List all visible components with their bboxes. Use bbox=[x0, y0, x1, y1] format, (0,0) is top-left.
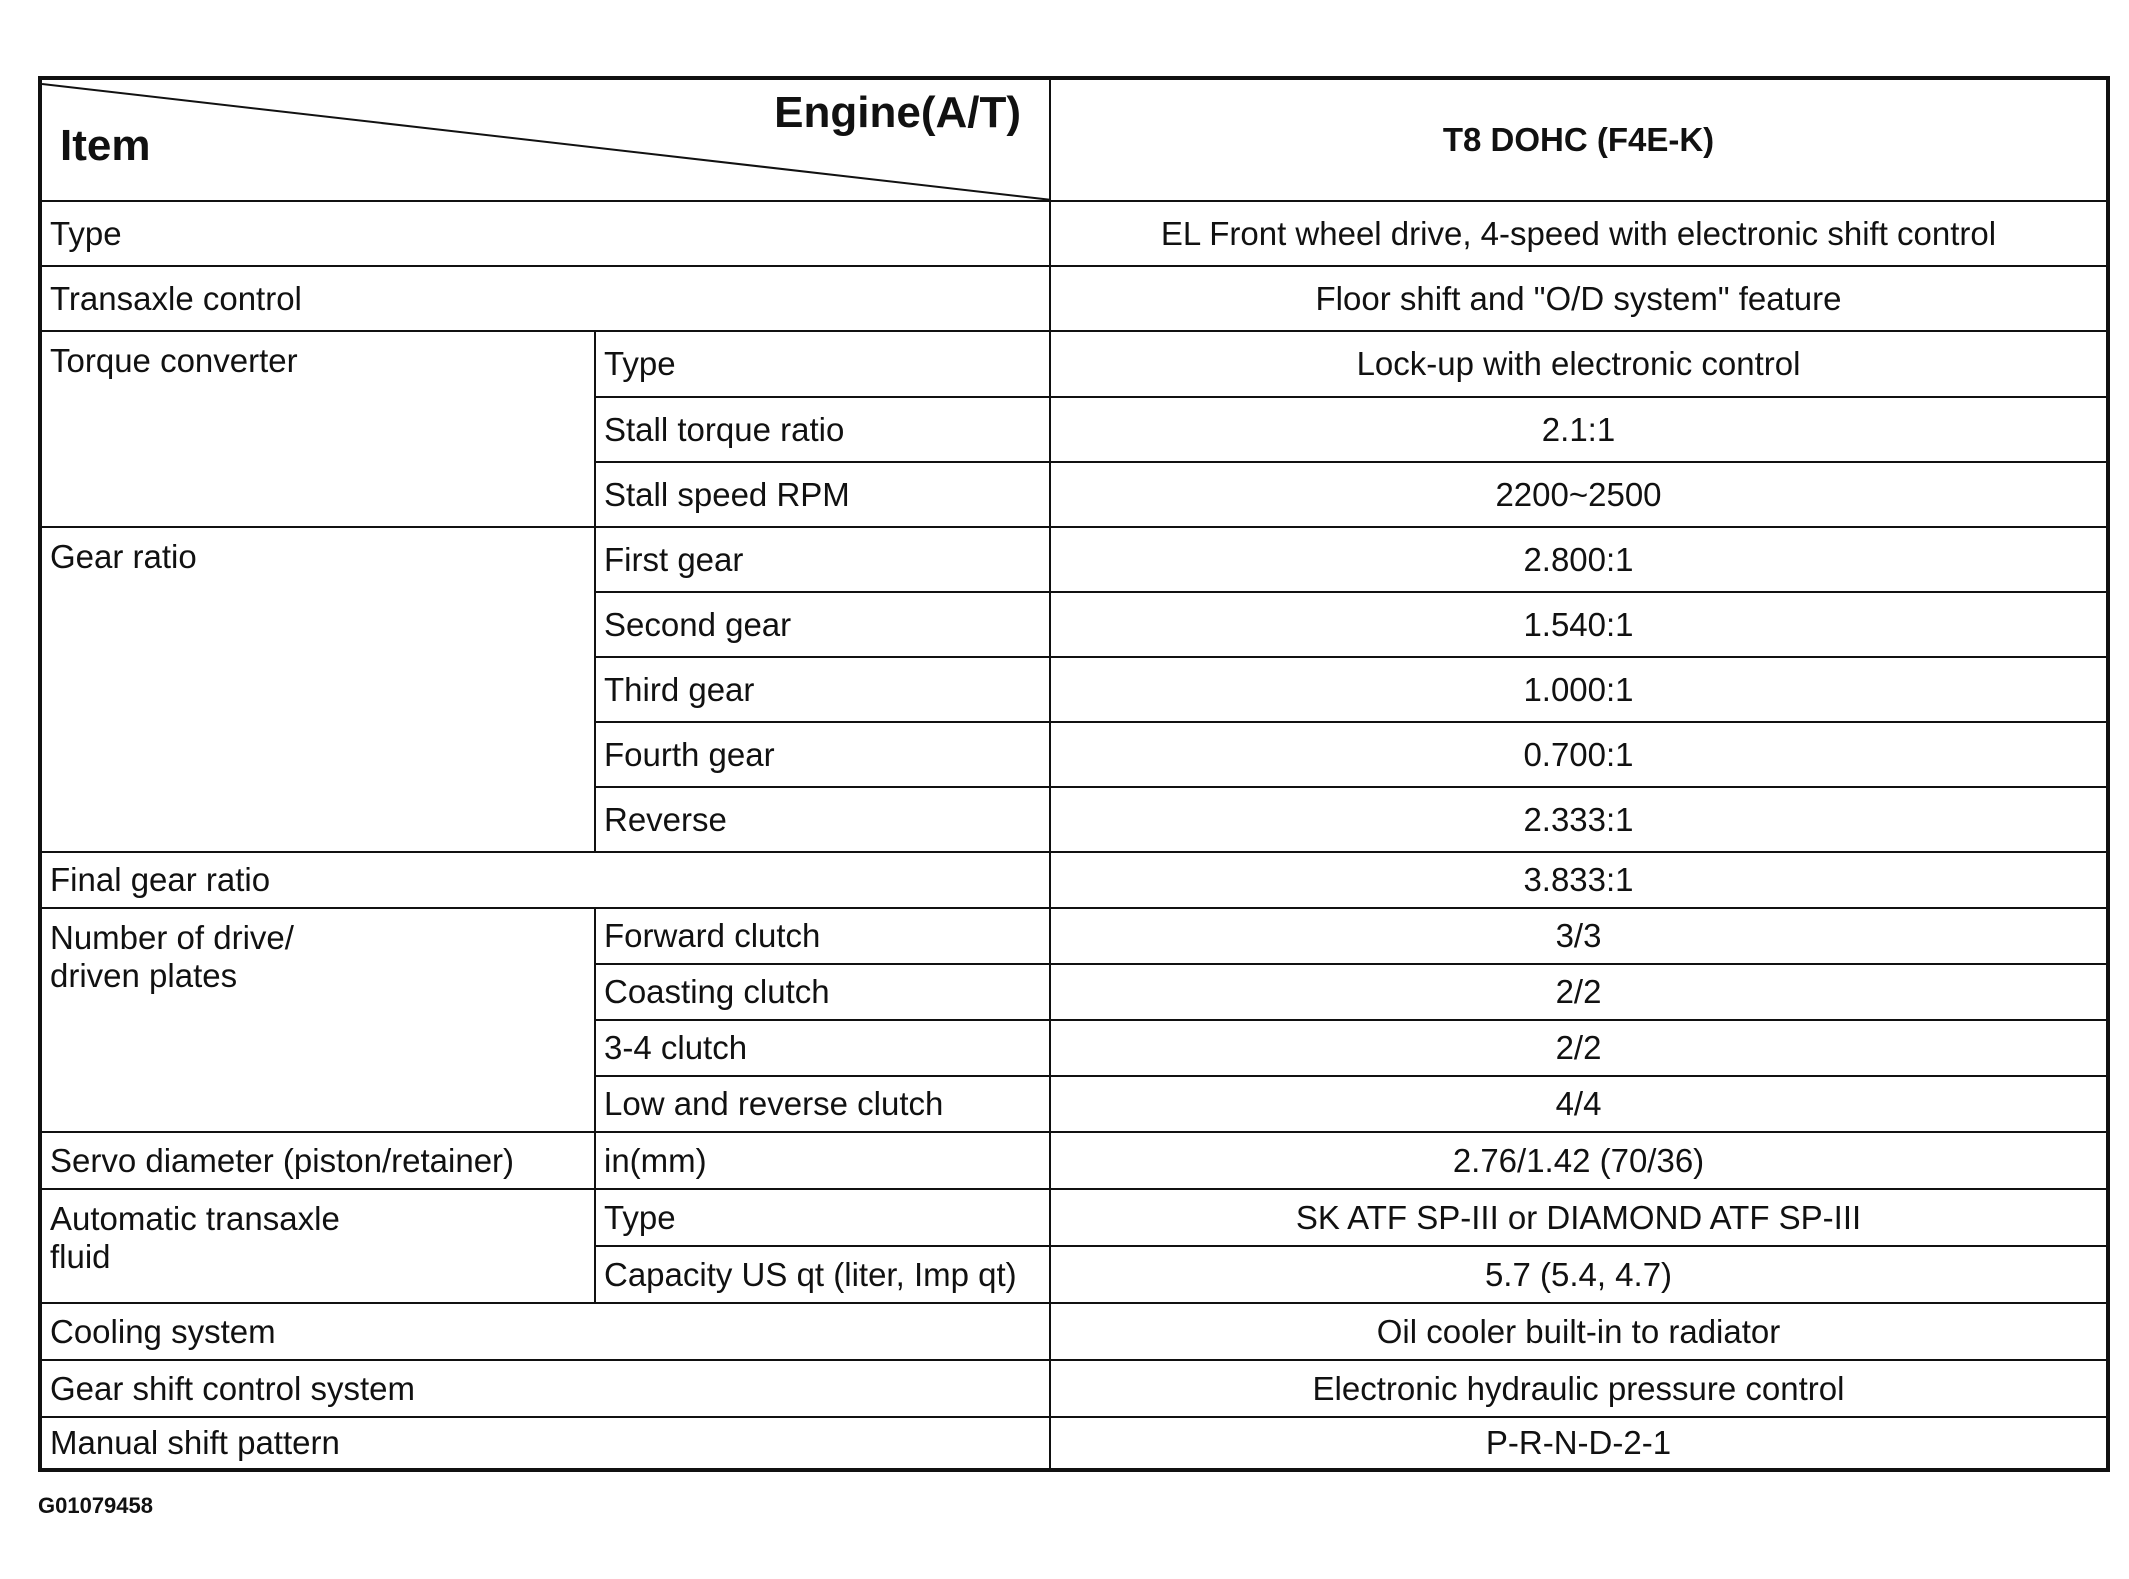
row-value: 0.700:1 bbox=[1050, 722, 2108, 787]
row-label: Gear shift control system bbox=[40, 1360, 1050, 1417]
spec-table bbox=[38, 76, 2110, 1472]
row-value: 4/4 bbox=[1050, 1076, 2108, 1132]
row-value: SK ATF SP-III or DIAMOND ATF SP-III bbox=[1050, 1189, 2108, 1246]
table-row bbox=[40, 852, 2108, 908]
table-row bbox=[40, 527, 2108, 592]
row-value: Floor shift and "O/D system" feature bbox=[1050, 266, 2108, 331]
table-row bbox=[40, 266, 2108, 331]
header-row bbox=[40, 78, 2108, 201]
sub-label: Fourth gear bbox=[595, 722, 1050, 787]
row-label: Transaxle control bbox=[40, 266, 1050, 331]
sub-label: Capacity US qt (liter, Imp qt) bbox=[595, 1246, 1050, 1303]
sub-label: Second gear bbox=[595, 592, 1050, 657]
group-label-atf bbox=[40, 1189, 595, 1303]
row-value: Oil cooler built-in to radiator bbox=[1050, 1303, 2108, 1360]
sub-label: Reverse bbox=[595, 787, 1050, 852]
sub-label: Low and reverse clutch bbox=[595, 1076, 1050, 1132]
group-label-line: Automatic transaxle bbox=[50, 1200, 340, 1237]
row-label: Servo diameter (piston/retainer) bbox=[40, 1132, 595, 1189]
row-label: Manual shift pattern bbox=[40, 1417, 1050, 1470]
row-value: 3.833:1 bbox=[1050, 852, 2108, 908]
sub-label: 3-4 clutch bbox=[595, 1020, 1050, 1076]
header-model: T8 DOHC (F4E-K) bbox=[1050, 78, 2108, 201]
row-value: 1.540:1 bbox=[1050, 592, 2108, 657]
group-label-torque-converter: Torque converter bbox=[40, 331, 595, 527]
table-row bbox=[40, 1303, 2108, 1360]
group-label-line: fluid bbox=[50, 1237, 111, 1275]
group-label-gear-ratio: Gear ratio bbox=[40, 527, 595, 852]
row-value: 2/2 bbox=[1050, 1020, 2108, 1076]
row-value: P-R-N-D-2-1 bbox=[1050, 1417, 2108, 1470]
row-value: 2.76/1.42 (70/36) bbox=[1050, 1132, 2108, 1189]
header-item-engine-cell bbox=[40, 78, 1050, 201]
sub-label: Coasting clutch bbox=[595, 964, 1050, 1020]
row-value: 2.1:1 bbox=[1050, 397, 2108, 462]
group-label-line: Number of drive/ bbox=[50, 919, 294, 956]
header-engine-label: Engine(A/T) bbox=[774, 88, 1021, 137]
row-value: 3/3 bbox=[1050, 908, 2108, 964]
table-row bbox=[40, 908, 2108, 964]
sub-label: First gear bbox=[595, 527, 1050, 592]
sub-label: Forward clutch bbox=[595, 908, 1050, 964]
row-label: Final gear ratio bbox=[40, 852, 1050, 908]
table-row bbox=[40, 1360, 2108, 1417]
sub-label: in(mm) bbox=[595, 1132, 1050, 1189]
table-row bbox=[40, 1417, 2108, 1470]
row-label: Type bbox=[40, 201, 1050, 266]
row-value: Electronic hydraulic pressure control bbox=[1050, 1360, 2108, 1417]
group-label-plates bbox=[40, 908, 595, 1132]
row-label: Cooling system bbox=[40, 1303, 1050, 1360]
row-value: 2/2 bbox=[1050, 964, 2108, 1020]
group-label-line: driven plates bbox=[50, 956, 238, 994]
row-value: EL Front wheel drive, 4-speed with electronic shift control bbox=[1050, 201, 2108, 266]
table-row bbox=[40, 201, 2108, 266]
row-value: Lock-up with electronic control bbox=[1050, 331, 2108, 397]
figure-code: G01079458 bbox=[38, 1493, 153, 1518]
sub-label: Type bbox=[595, 331, 1050, 397]
row-value: 2200~2500 bbox=[1050, 462, 2108, 527]
table-row bbox=[40, 331, 2108, 397]
row-value: 2.800:1 bbox=[1050, 527, 2108, 592]
row-value: 1.000:1 bbox=[1050, 657, 2108, 722]
sub-label: Third gear bbox=[595, 657, 1050, 722]
sub-label: Stall torque ratio bbox=[595, 397, 1050, 462]
header-item-label: Item bbox=[60, 121, 151, 171]
row-value: 5.7 (5.4, 4.7) bbox=[1050, 1246, 2108, 1303]
sub-label: Type bbox=[595, 1189, 1050, 1246]
row-value: 2.333:1 bbox=[1050, 787, 2108, 852]
sub-label: Stall speed RPM bbox=[595, 462, 1050, 527]
table-row bbox=[40, 1132, 2108, 1189]
table-row bbox=[40, 1189, 2108, 1246]
